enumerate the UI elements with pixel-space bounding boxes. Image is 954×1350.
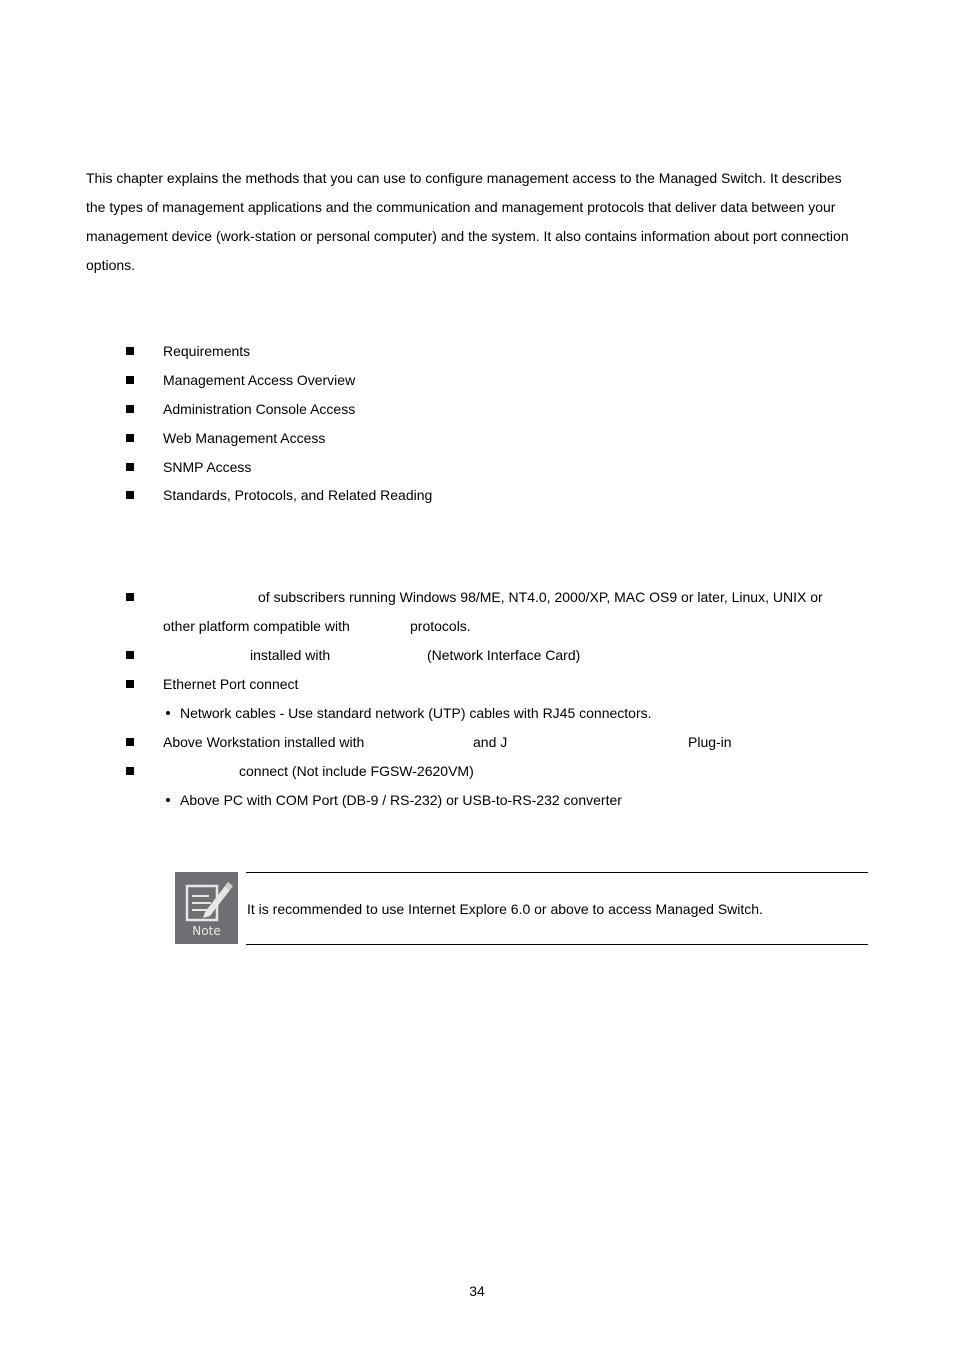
intro-line: options. [86,257,136,273]
topic-item: Administration Console Access [163,401,356,417]
note-top-rule [246,872,868,873]
topic-item: Management Access Overview [163,372,356,388]
requirement-text: (Network Interface Card) [427,647,581,663]
bullet-square-icon [126,651,134,659]
bullet-square-icon [126,347,134,355]
bullet-square-icon [126,405,134,413]
bullet-square-icon [126,738,134,746]
requirement-text: connect (Not include FGSW-2620VM) [239,763,474,779]
requirement-text: protocols. [410,618,471,634]
topic-item: Requirements [163,343,251,359]
requirement-text: and J [473,734,508,750]
bullet-square-icon [126,491,134,499]
requirement-text: of subscribers running Windows 98/ME, NT4.0, 2000/XP, MAC OS9 or later, Linux, UNIX or [258,589,823,605]
bullet-square-icon [126,463,134,471]
topic-item: SNMP Access [163,459,252,475]
requirement-subitem: Network cables - Use standard network (UTP) cables with RJ45 connectors. [180,705,652,721]
bullet-square-icon [126,767,134,775]
note-icon [175,872,238,944]
requirement-text: Ethernet Port connect [163,676,299,692]
intro-paragraph [86,164,886,280]
intro-line: This chapter explains the methods that you can use to configure management access to the Managed Switch. It describes [86,170,842,186]
bullet-dot-icon [166,711,170,715]
intro-line: the types of management applications and the communication and management protocols that deliver data between your [86,199,836,215]
requirement-subitem: Above PC with COM Port (DB-9 / RS-232) or USB-to-RS-232 converter [180,792,622,808]
requirement-text: other platform compatible with [163,618,350,634]
note-pencil-icon [175,876,238,928]
note-bottom-rule [246,944,868,945]
note-text: It is recommended to use Internet Explore 6.0 or above to access Managed Switch. [247,901,763,917]
note-icon-label: Note [192,924,221,938]
page-number: 34 [469,1283,485,1299]
requirement-text: installed with [250,647,331,663]
topic-item: Web Management Access [163,430,326,446]
bullet-square-icon [126,434,134,442]
bullet-square-icon [126,680,134,688]
intro-line: management device (work-station or personal computer) and the system. It also contains information about port connection [86,228,849,244]
bullet-square-icon [126,376,134,384]
requirement-text: Above Workstation installed with [163,734,365,750]
bullet-square-icon [126,593,134,601]
bullet-dot-icon [166,798,170,802]
requirement-text: Plug-in [688,734,732,750]
topic-item: Standards, Protocols, and Related Reading [163,487,433,503]
